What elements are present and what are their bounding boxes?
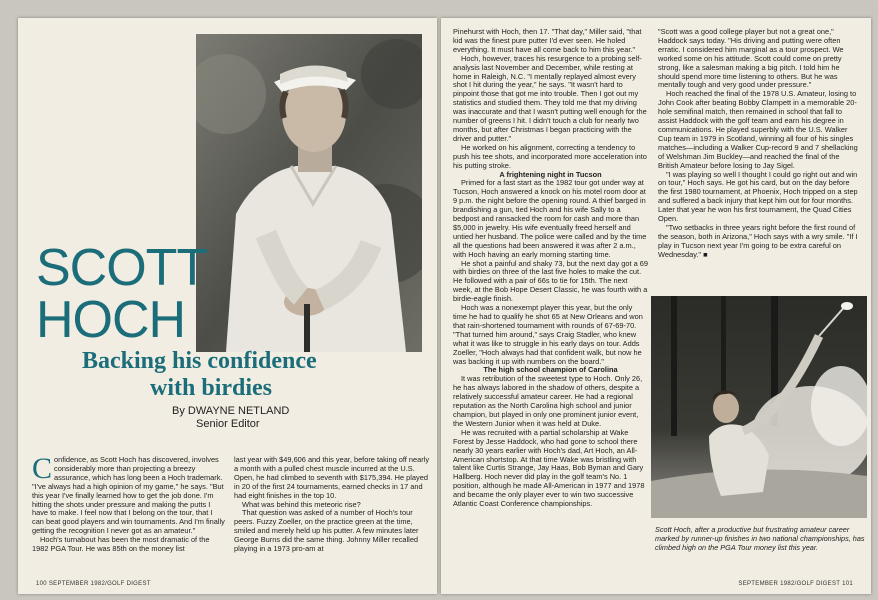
bunker-shot-photo bbox=[651, 296, 867, 518]
photo-caption: Scott Hoch, after a productive but frustrating amateur career marked by runner-up finishes in two national championships, has climbed high on the PGA Tour money list this year. bbox=[655, 525, 865, 552]
paragraph: "I was playing so well I thought I could go right out and win on tour," Hoch says. He got his card, but on the day before the first 1980 tournament, at Phoenix, Hoch tripped on a step and suffered a back injury that kept him out for four months. Later that year he won his first tournament, the Quad Cities Open. bbox=[658, 169, 858, 224]
subhead: The high school champion of Carolina bbox=[483, 365, 618, 375]
article-deck-line-1: Backing his confidence bbox=[82, 348, 317, 374]
subhead: A frightening night in Tucson bbox=[499, 169, 602, 179]
paragraph: He was recruited with a partial scholarship at Wake Forest by Jesse Haddock, who had gone to school there nearly 30 years earlier with Hoch's dad, Art Hoch, an All-American shortstop. At that time Wake was bristling with talent like Curtis Strange, Jay Haas, Bob Byman and Gary Hallberg. Hoch never did play in the golf team's No. 1 position, although he made All-American in 1977 and 1978 and became the only player ever to win two successive Atlantic Coast Conference championships. bbox=[453, 427, 645, 509]
paragraph: Pinehurst with Hoch, then 17. "That day," Miller said, "that kid was the finest pure putter I'd ever seen. He holed everything. It must have all come back to him this year." bbox=[453, 27, 642, 54]
right-folio: SEPTEMBER 1982/GOLF DIGEST 101 bbox=[738, 581, 853, 587]
paragraph: "Two setbacks in three years right before the first round of the season, both in Arizona," Hoch says with a wry smile. "If I play in Tucson next year I'm going to be extra careful on Wednesday." ■ bbox=[658, 222, 858, 259]
body-column-1 bbox=[32, 452, 226, 554]
paragraph: Primed for a fast start as the 1982 tour got under way at Tucson, Hoch answered a knock on his motel room door at 9 p.m. the night before the opening round. A thief barged in brandishing a gun, tied Hoch and his wife Sally to a bedpost and ransacked the room for cash and more than $5,000 in jewelry. His wife eventually freed herself and untied her husband. The police were called and by the time all the questions had been answered it was after 2 a.m., with Hoch having an early morning starting time. bbox=[453, 178, 647, 259]
left-folio: 100 SEPTEMBER 1982/GOLF DIGEST bbox=[36, 581, 151, 587]
paragraph: It was retribution of the sweetest type to Hoch. Only 26, he has always labored in the shadow of others, despite a relatively successful amateur career. He had a regional reputation as the North Carolina high school and junior champion, but played in only one prominent junior event, the Western Junior when it was held at Duke. bbox=[453, 374, 643, 428]
paragraph: Hoch was a nonexempt player this year, but the only time he had to qualify he shot 65 at New Orleans and won that rain-shortened tournament with rounds of 67-69-70. "That turned him around," says Craig Stadler, who knew what it was like to struggle in his early days on tour. Adds Zoeller, "Hoch always had that confident walk, but now he was backing it up with numbers on the board." bbox=[453, 303, 643, 366]
paragraph: That question was asked of a number of Hoch's tour peers. Fuzzy Zoeller, on the practice green at the time, smiled and merely held up his putter. A few minutes later George Burns did the same thing. Johnny Miller recalled playing in a 1973 pro-am at bbox=[234, 508, 419, 554]
paragraph: Hoch's turnabout has been the most dramatic of the 1982 PGA Tour. He was 85th on the money list bbox=[32, 535, 210, 554]
byline-role: Senior Editor bbox=[196, 418, 260, 430]
body-column-4 bbox=[658, 28, 859, 260]
paragraph: onfidence, as Scott Hoch has discovered, involves considerably more than projecting a breezy assurance, which has long been a Hoch trademark. "I've always had a high opinion of my game," he says. "But this year I've finally learned how to get the job done. I'm hitting the shots under pressure and making the putts I have to make. I feel now that I belong on the tour, that I can beat good players and win tournaments. And I'm finally getting the recognition I never got as an amateur." bbox=[32, 455, 225, 536]
paragraph: Hoch, however, traces his resurgence to a probing self-analysis last November and December, while resting at home in Raleigh, N.C. "I mentally replayed almost every shot I hit during the year," he says. "It wasn't hard to pinpoint those that got me into trouble. Then I got out my statistics and studied them. They told me that my driving was inaccurate and that I wasn't putting well enough for the number of greens I hit. I didn't touch a club for nearly two months, but after Christmas I began practicing with the driver and putter." bbox=[453, 53, 647, 143]
article-title-line-2: HOCH bbox=[36, 291, 186, 349]
body-column-3 bbox=[453, 28, 648, 509]
paragraph: Hoch reached the final of the 1978 U.S. Amateur, losing to John Cook after beating Bobby Clampett in a memorable 20-hole semifinal match, then remained in school that fall to assist Haddock with the golf team and earn his degree in communications. He played superbly with the U.S. Walker Cup team in 1979 in Scotland, winning all four of his singles matches—including a Walker Cup-record 9 and 7 shellacking of Welshman Jim Buckley—and reached the final of the British Amateur before losing to Jay Sigel. bbox=[658, 89, 858, 170]
paragraph: last year with $49,606 and this year, before taking off nearly a month with a pulled chest muscle incurred at the U.S. Open, he had climbed to seventh with $175,394. He played in 20 of the first 24 tournaments, earned checks in 17 and had eight finishes in the top 10. bbox=[234, 455, 430, 500]
article-deck-line-2: with birdies bbox=[150, 375, 273, 401]
body-column-2 bbox=[234, 456, 430, 554]
left-page bbox=[18, 18, 437, 594]
paragraph: He worked on his alignment, correcting a tendency to push his tee shots, and incorporated more acceleration into his putting stroke. bbox=[453, 142, 647, 170]
byline: By DWAYNE NETLAND bbox=[172, 405, 290, 417]
paragraph: What was behind this meteoric rise? bbox=[242, 499, 361, 509]
paragraph: "Scott was a good college player but not a great one," Haddock says today. "His driving and putting were often erratic. I considered him marginal as a tour prospect. We worked some on his attitude. Scott could come on pretty strong, like a salesman making a big pitch. I told him he should spend more time listening to others. But he was mentally tough and very good under pressure." bbox=[658, 27, 844, 90]
portrait-photo bbox=[196, 34, 422, 352]
article-title-line-1: SCOTT bbox=[36, 239, 208, 297]
paragraph: He shot a painful and shaky 73, but the next day got a 69 with birdies on three of the last five holes to make the cut. He followed with a pair of 66s to tie for 15th. The next week, at the Bob Hope Desert Classic, he was fourth with a birdie-eagle finish. bbox=[453, 258, 648, 304]
right-page bbox=[441, 18, 871, 594]
drop-cap: C bbox=[32, 452, 53, 485]
